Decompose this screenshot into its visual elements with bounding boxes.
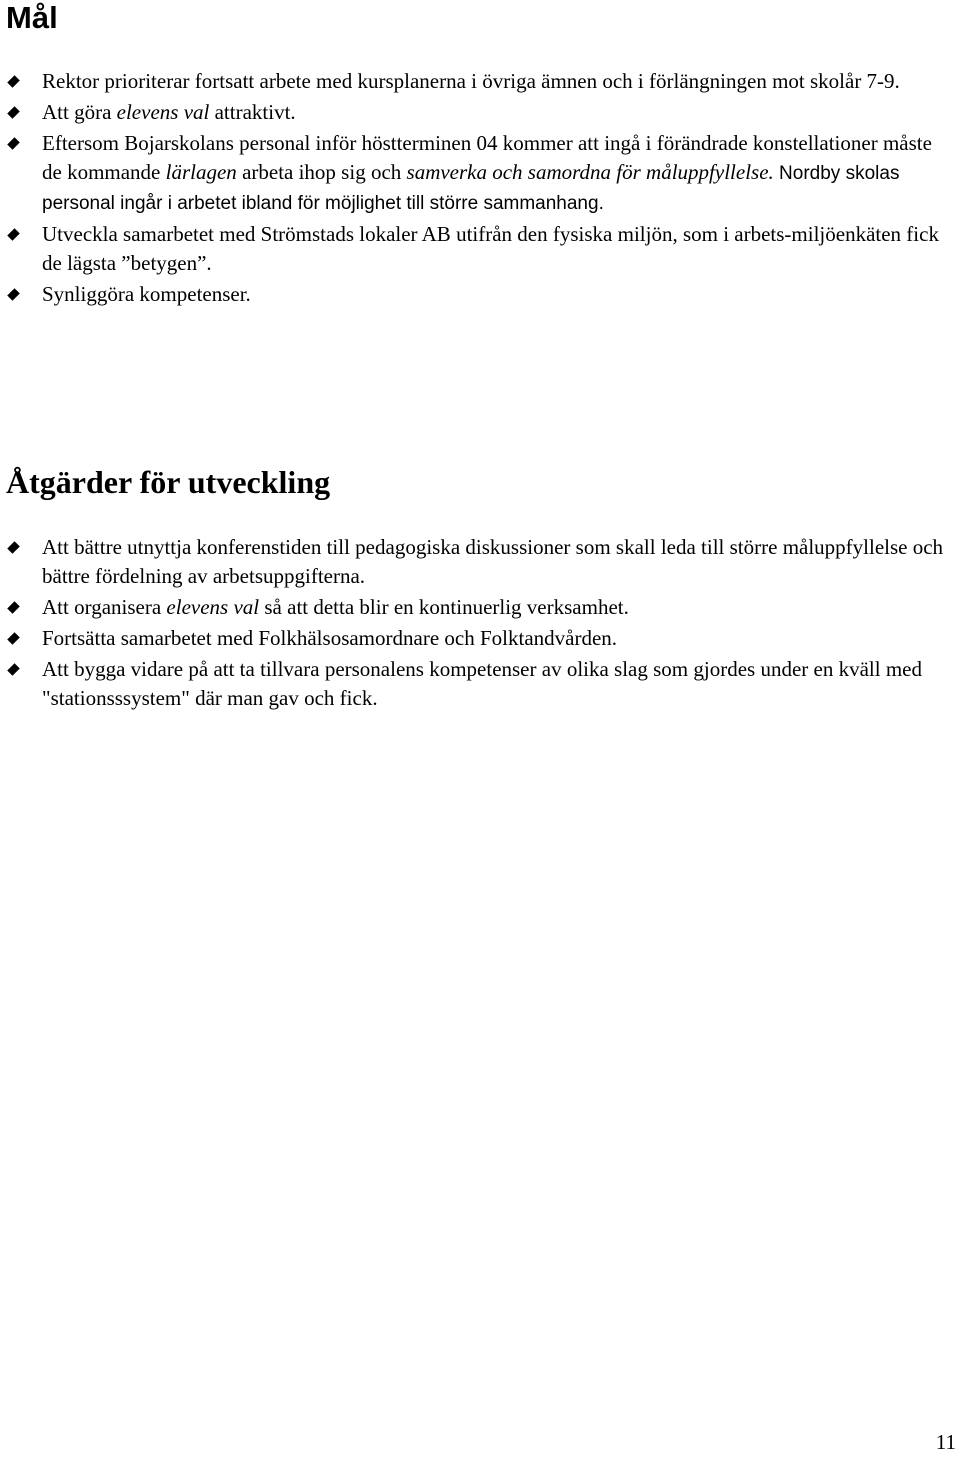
list-item [0, 624, 960, 653]
heading-atgarder: Åtgärder för utveckling [6, 464, 331, 500]
list-item-text: Att bygga vidare på att ta tillvara personalens kompetenser av olika slag som gjordes under en kväll med "stationsssystem" där man gav och fick. [42, 657, 922, 710]
list-item [0, 533, 960, 591]
list-item-text: Att bättre utnyttja konferenstiden till pedagogiska diskussioner som skall leda till större måluppfyllelse och bättre fördelning av arbetsuppgifterna. [42, 535, 944, 588]
list-item-text: Eftersom Bojarskolans personal inför höstterminen 04 kommer att ingå i förändrade konstellationer måste de kommande [42, 131, 932, 184]
actions-list [0, 533, 960, 715]
list-item [0, 67, 960, 96]
list-item-text: Fortsätta samarbetet med Folkhälsosamordnare och Folktandvården. [42, 626, 618, 650]
diamond-bullet-icon [7, 228, 20, 241]
diamond-bullet-icon [7, 601, 20, 614]
diamond-bullet-icon [7, 663, 20, 676]
list-item [0, 593, 960, 622]
emphasis-text: elevens val [116, 100, 210, 124]
list-item-text: Rektor prioriterar fortsatt arbete med kursplanerna i övriga ämnen och i förlängningen mot skolår 7-9. [42, 69, 900, 93]
list-item [0, 280, 960, 309]
emphasis-text: elevens val [166, 595, 260, 619]
heading-mal: Mål [6, 0, 58, 35]
list-item-text: Att organisera [42, 595, 167, 619]
emphasis-text: samverka och samordna för måluppfyllelse. [406, 160, 774, 184]
diamond-bullet-icon [7, 106, 20, 119]
list-item [0, 220, 960, 278]
diamond-bullet-icon [7, 288, 20, 301]
list-item-text: Utveckla samarbetet med Strömstads lokaler AB utifrån den fysiska miljön, som i arbets-miljöenkäten fick de lägsta ”betygen”. [42, 222, 939, 275]
list-item-text: så att detta blir en kontinuerlig verksamhet. [259, 595, 629, 619]
emphasis-text: lärlagen [165, 160, 237, 184]
diamond-bullet-icon [7, 541, 20, 554]
diamond-bullet-icon [7, 137, 20, 150]
list-item-text: Synliggöra kompetenser. [42, 282, 251, 306]
list-item-text: Nordby skolas personal ingår i arbetet ibland för möjlighet till större sammanhang. [42, 163, 900, 214]
page-number: 11 [935, 1430, 956, 1454]
list-item [0, 129, 960, 218]
list-item [0, 98, 960, 127]
list-item-text: Att göra [42, 100, 117, 124]
list-item-text: arbeta ihop sig och [236, 160, 407, 184]
list-item [0, 655, 960, 713]
diamond-bullet-icon [7, 75, 20, 88]
goals-list [0, 67, 960, 311]
list-item-text: attraktivt. [209, 100, 296, 124]
diamond-bullet-icon [7, 632, 20, 645]
